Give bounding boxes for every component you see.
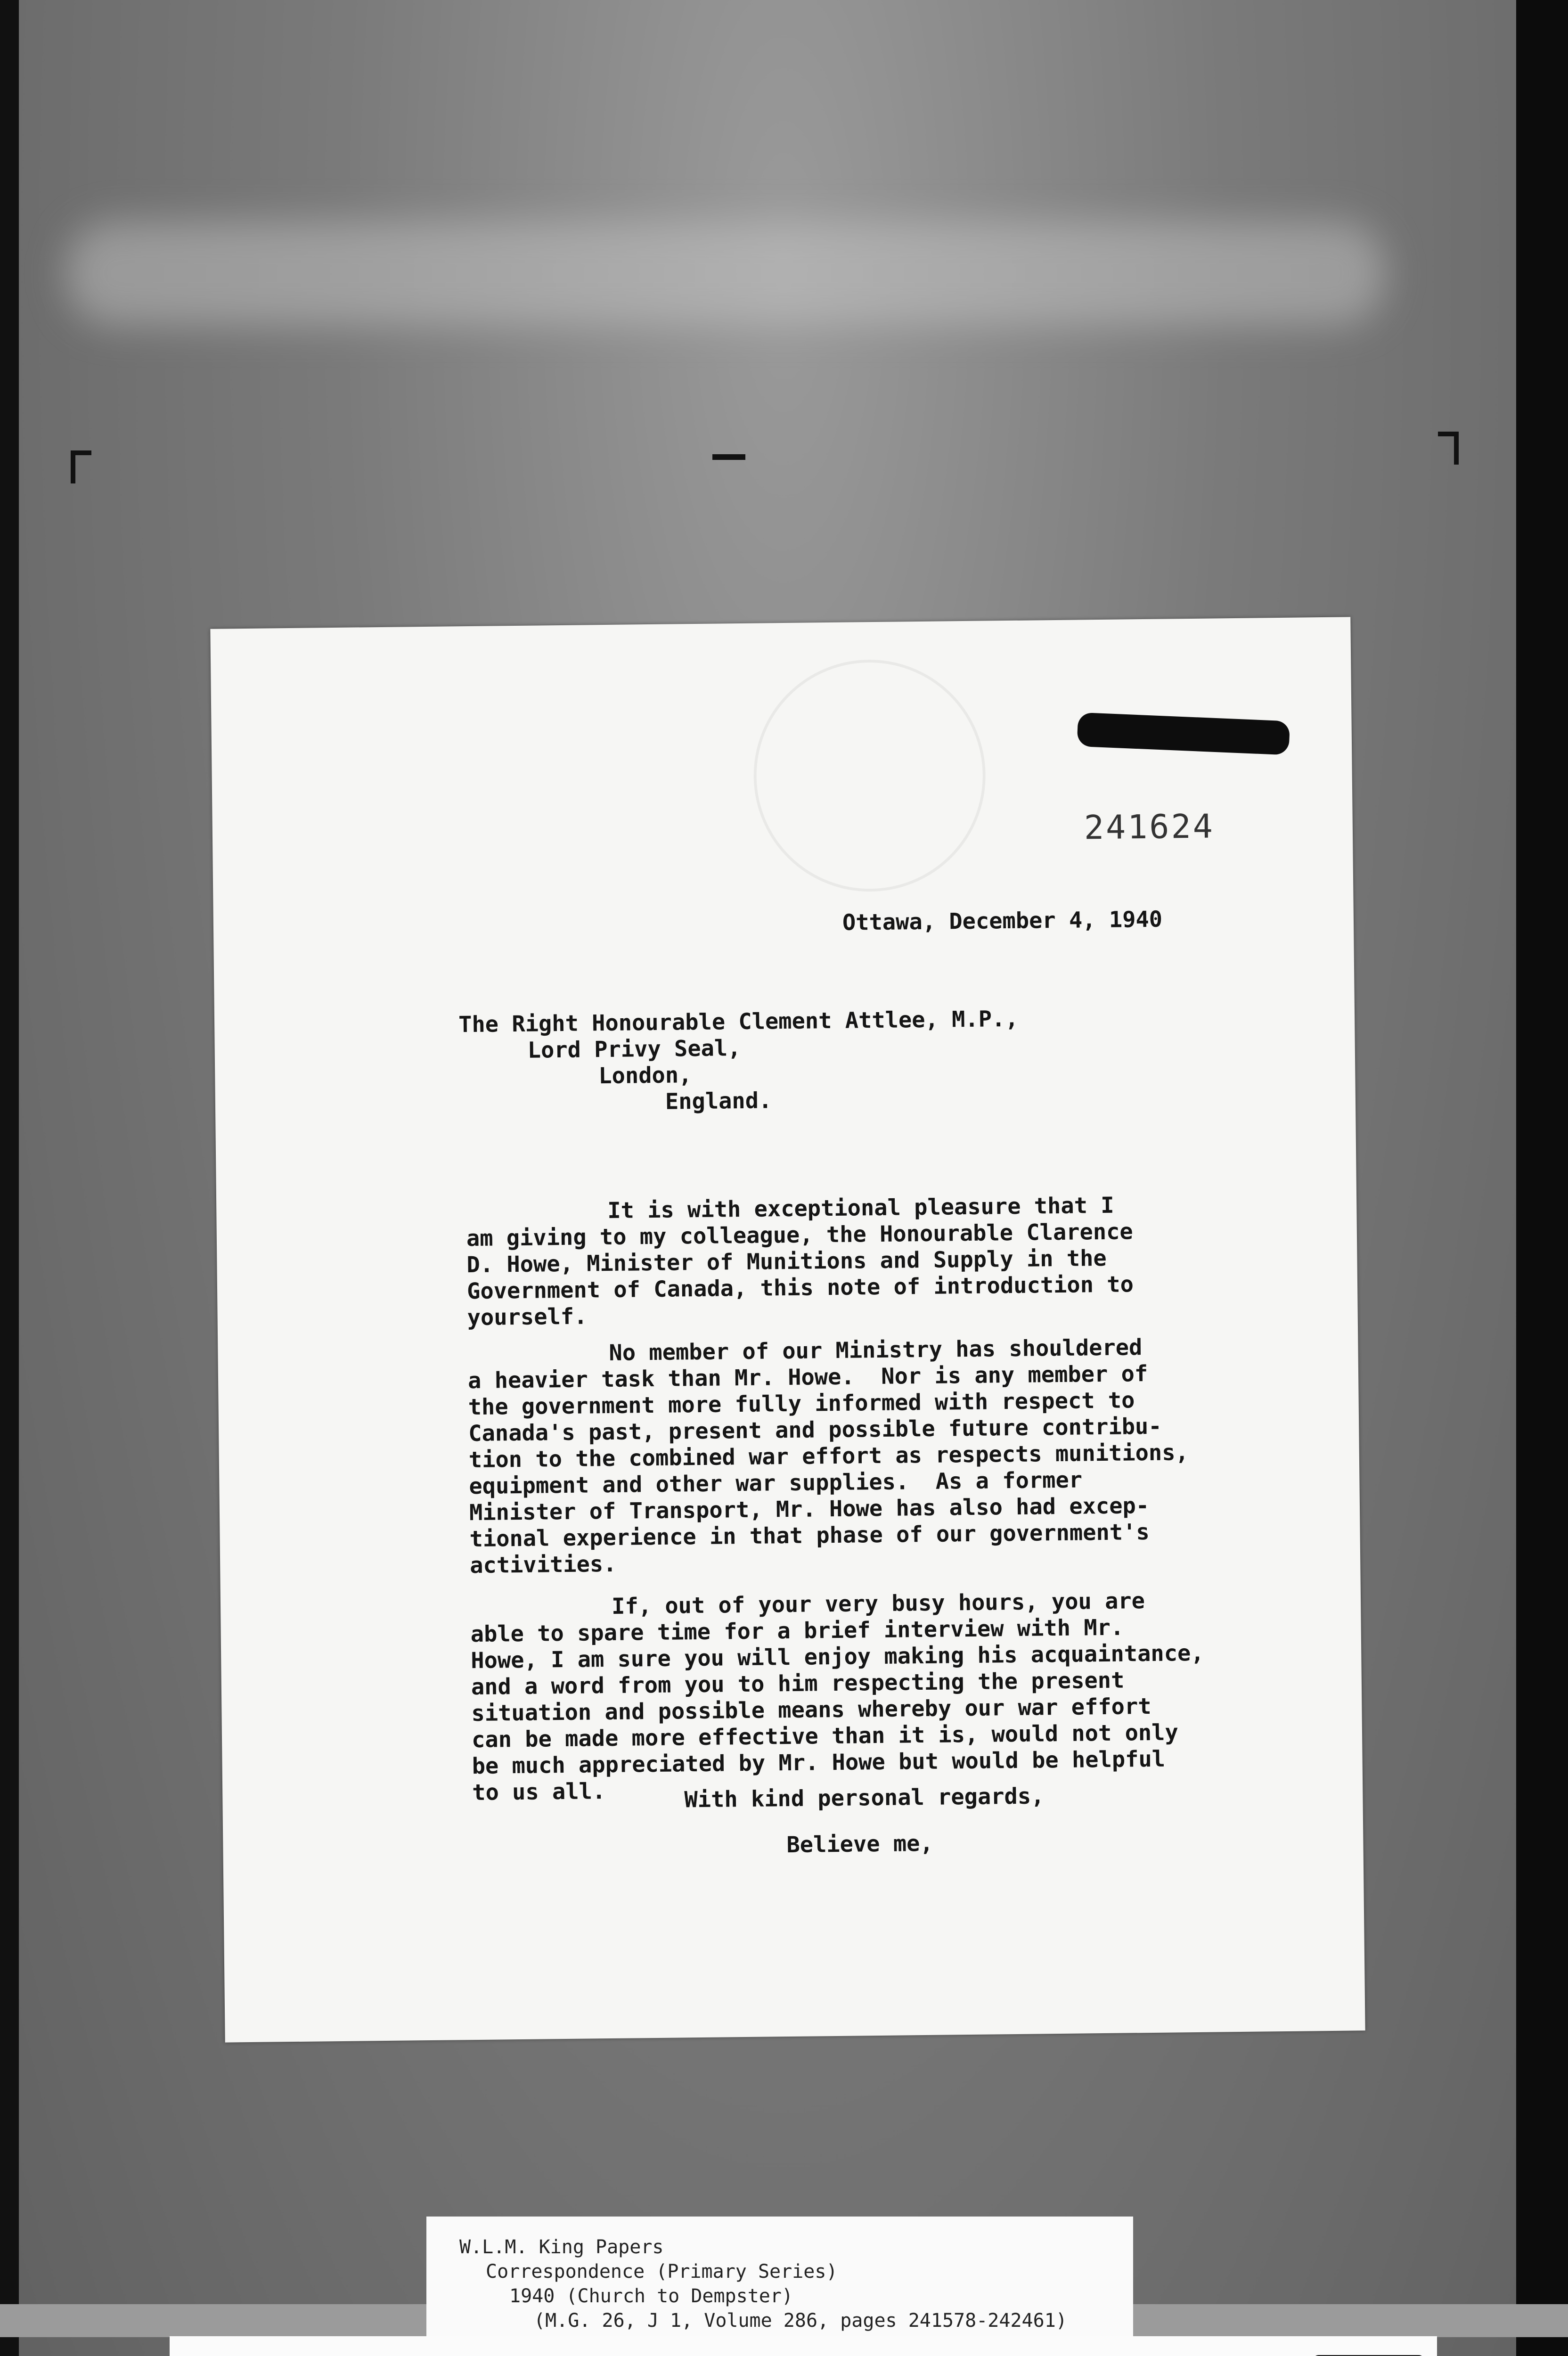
paragraph-1-line: yourself. xyxy=(467,1303,588,1331)
address-line-2: Lord Privy Seal, xyxy=(527,1035,741,1063)
paragraph-3-line: and a word from you to him respecting the present xyxy=(471,1667,1125,1701)
film-edge-left xyxy=(0,0,19,2356)
paragraph-2-line: a heavier task than Mr. Howe. Nor is any member of xyxy=(467,1361,1148,1394)
alignment-mark xyxy=(712,454,745,460)
closing-regards: With kind personal regards, xyxy=(684,1783,1045,1813)
catalogue-line: 1940 (Church to Dempster) xyxy=(509,2285,793,2307)
paragraph-2-line: Minister of Transport, Mr. Howe has also had excep- xyxy=(469,1492,1150,1526)
paragraph-3-line: able to spare time for a brief interview with Mr. xyxy=(470,1614,1124,1648)
paragraph-2 xyxy=(467,1333,1271,1579)
paragraph-3 xyxy=(470,1587,1274,1806)
paragraph-3-line: to us all. xyxy=(472,1778,606,1806)
address-line-3: London, xyxy=(598,1062,692,1089)
catalogue-card xyxy=(426,2217,1133,2353)
date-line: Ottawa, December 4, 1940 xyxy=(842,906,1163,936)
film-smear xyxy=(66,221,1385,325)
address-line-4: England. xyxy=(665,1088,772,1115)
redaction-bar xyxy=(1077,712,1290,755)
letter-sheet xyxy=(210,617,1365,2042)
paragraph-3-line: situation and possible means whereby our war effort xyxy=(471,1693,1152,1727)
paragraph-3-line: If, out of your very busy hours, you are xyxy=(611,1588,1145,1620)
paragraph-2-line: equipment and other war supplies. As a former xyxy=(469,1467,1083,1500)
catalogue-line: Correspondence (Primary Series) xyxy=(486,2261,838,2282)
faded-stamp xyxy=(752,659,987,893)
paragraph-1 xyxy=(466,1191,1268,1331)
catalogue-line: (M.G. 26, J 1, Volume 286, pages 241578-242461) xyxy=(534,2310,1067,2331)
film-edge-right xyxy=(1516,0,1568,2356)
paragraph-3-line: Howe, I am sure you will enjoy making his acquaintance, xyxy=(471,1640,1204,1674)
closing-believe-me: Believe me, xyxy=(786,1830,933,1858)
catalogue-line: W.L.M. King Papers xyxy=(459,2236,664,2258)
paragraph-1-line: It is with exceptional pleasure that I xyxy=(607,1192,1114,1224)
paragraph-3-line: be much appreciated by Mr. Howe but would be helpful xyxy=(472,1746,1166,1780)
paragraph-2-line: tional experience in that phase of our government's xyxy=(469,1519,1150,1553)
paragraph-2-line: Canada's past, present and possible future contribu- xyxy=(468,1413,1162,1447)
paragraph-2-line: tion to the combined war effort as respects munitions, xyxy=(468,1440,1189,1473)
paragraph-2-line: activities. xyxy=(469,1551,617,1579)
paragraph-2-line: No member of our Ministry has shouldered xyxy=(609,1334,1143,1366)
paragraph-1-line: Government of Canada, this note of introduction to xyxy=(466,1271,1134,1305)
crop-mark-top-right xyxy=(1438,432,1459,465)
address-line-1: The Right Honourable Clement Attlee, M.P., xyxy=(458,1006,1019,1038)
paragraph-3-line: can be made more effective than it is, would not only xyxy=(471,1719,1179,1753)
paragraph-2-line: the government more fully informed with respect to xyxy=(468,1387,1135,1421)
crop-mark-top-left xyxy=(71,450,91,483)
paragraph-1-line: am giving to my colleague, the Honourable Clarence xyxy=(466,1219,1133,1252)
archives-label xyxy=(170,2336,1437,2356)
document-number: 241624 xyxy=(1084,807,1215,847)
paragraph-1-line: D. Howe, Minister of Munitions and Supply in the xyxy=(466,1245,1107,1278)
